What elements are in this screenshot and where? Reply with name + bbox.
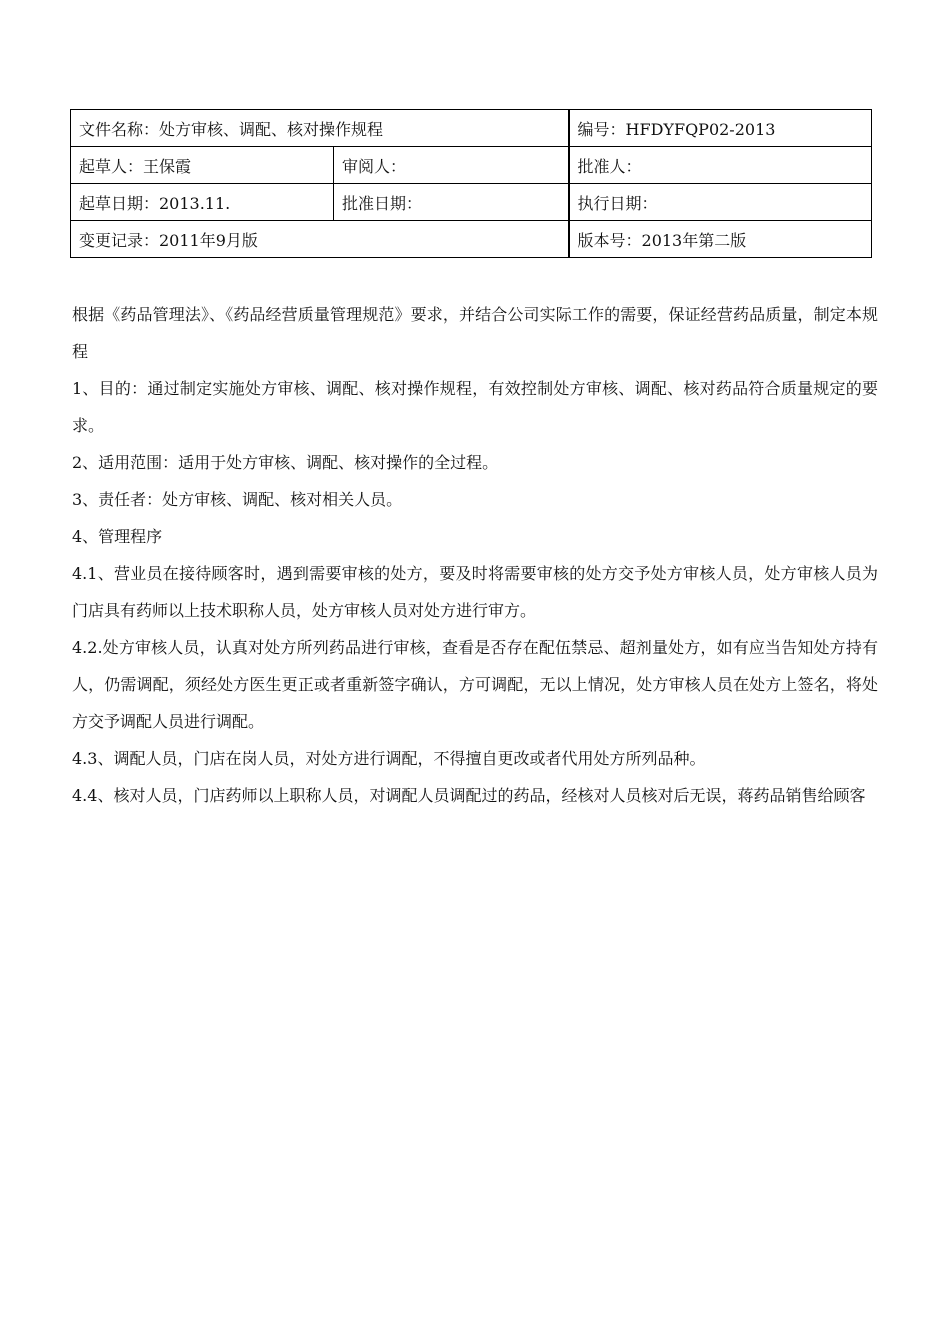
approver-cell: 批准人： [569,147,872,184]
approval-date-cell: 批准日期： [334,184,569,221]
responsible-paragraph: 3、责任者：处方审核、调配、核对相关人员。 [72,490,403,509]
document-body [72,296,878,814]
file-name-cell: 文件名称：处方审核、调配、核对操作规程 [71,110,569,147]
doc-number-cell: 编号：HFDYFQP02-2013 [569,110,872,147]
reviewer-cell: 审阅人： [334,147,569,184]
scope-paragraph: 2、适用范围：适用于处方审核、调配、核对操作的全过程。 [72,453,499,472]
step-4-2-paragraph: 4.2.处方审核人员，认真对处方所列药品进行审核，查看是否存在配伍禁忌、超剂量处方，如有应当告知处方持有人，仍需调配，须经处方医生更正或者重新签字确认，方可调配，无以上情况，处方审核人员在处方上签名，将处方交予调配人员进行调配。 [72,638,878,731]
step-4-1-paragraph: 4.1、营业员在接待顾客时，遇到需要审核的处方，要及时将需要审核的处方交予处方审核人员，处方审核人员为门店具有药师以上技术职称人员，处方审核人员对处方进行审方。 [72,564,878,620]
purpose-paragraph: 1、目的：通过制定实施处方审核、调配、核对操作规程，有效控制处方审核、调配、核对药品符合质量规定的要求。 [72,379,878,435]
drafter-cell: 起草人：王保霞 [71,147,334,184]
draft-date-cell: 起草日期：2013.11. [71,184,334,221]
step-4-4-paragraph: 4.4、核对人员，门店药师以上职称人员，对调配人员调配过的药品，经核对人员核对后无误，蒋药品销售给顾客 [72,786,866,805]
procedure-title: 4、管理程序 [72,527,163,546]
header-row-1 [71,110,872,147]
document-header-table [70,109,872,258]
header-row-2 [71,147,872,184]
header-row-4 [71,221,872,258]
effective-date-cell: 执行日期： [569,184,872,221]
intro-paragraph: 根据《药品管理法》、《药品经营质量管理规范》要求，并结合公司实际工作的需要，保证经营药品质量，制定本规程 [72,305,878,361]
header-row-3 [71,184,872,221]
step-4-3-paragraph: 4.3、调配人员，门店在岗人员，对处方进行调配，不得擅自更改或者代用处方所列品种。 [72,749,706,768]
change-record-cell: 变更记录：2011年9月版 [71,221,569,258]
version-cell: 版本号：2013年第二版 [569,221,872,258]
